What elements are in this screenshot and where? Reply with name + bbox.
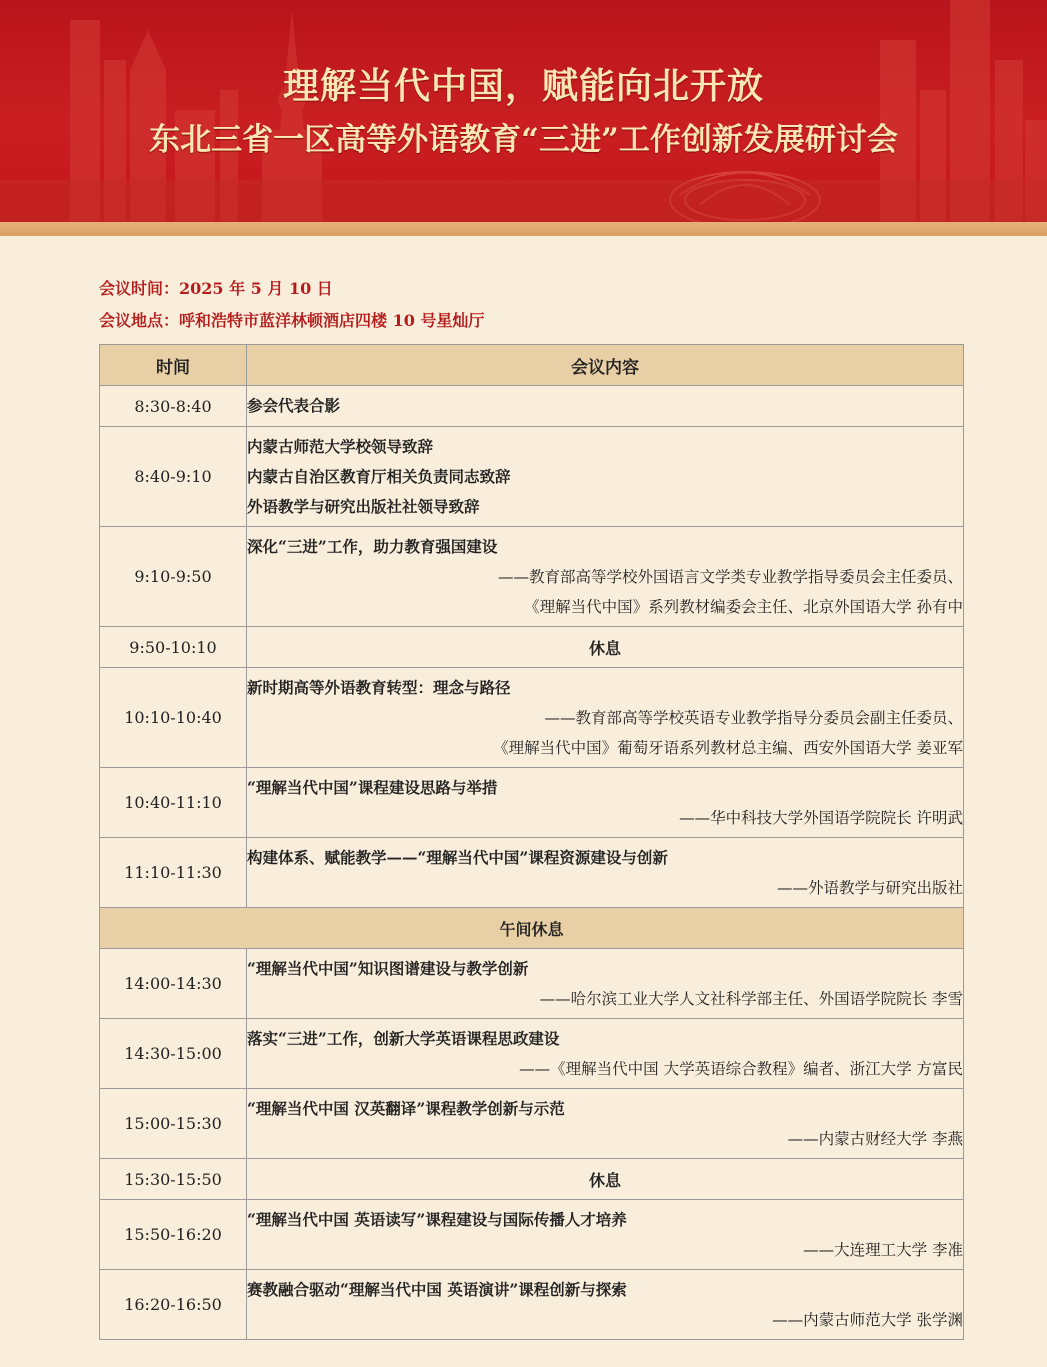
row-time: 16:20-16:50 <box>100 1270 247 1340</box>
row-time: 8:40-9:10 <box>100 427 247 527</box>
table-row <box>100 668 964 768</box>
table-row <box>100 627 964 668</box>
table-row <box>100 1019 964 1089</box>
row-time: 14:30-15:00 <box>100 1019 247 1089</box>
talk-title: 新时期高等外语教育转型：理念与路径 <box>247 677 511 697</box>
row-time: 15:00-15:30 <box>100 1089 247 1159</box>
city-skyline-illustration <box>0 0 1047 222</box>
break-label: 休息 <box>247 627 964 668</box>
row-content <box>247 768 964 838</box>
row-content <box>247 1200 964 1270</box>
table-row <box>100 1200 964 1270</box>
speaker-line: ——教育部高等学校外国语言文学类专业教学指导委员会主任委员、 <box>497 567 963 586</box>
session-item: 内蒙古师范大学校领导致辞 <box>247 436 434 456</box>
talk-title: 落实“三进”工作，创新大学英语课程思政建设 <box>247 1028 560 1048</box>
agenda-table <box>99 344 964 1340</box>
row-content <box>247 1270 964 1340</box>
speaker-line: ——大连理工大学 李准 <box>803 1240 963 1259</box>
speaker-line: 《理解当代中国》葡萄牙语系列教材总主编、西安外国语大学 姜亚军 <box>493 738 963 757</box>
session-item: 外语教学与研究出版社社领导致辞 <box>247 496 480 516</box>
row-time: 14:00-14:30 <box>100 949 247 1019</box>
speaker-line: 《理解当代中国》系列教材编委会主任、北京外国语大学 孙有中 <box>524 597 963 616</box>
meeting-time: 会议时间：2025 年 5 月 10 日 <box>99 279 333 298</box>
session-item: 参会代表合影 <box>247 396 341 415</box>
row-time: 9:10-9:50 <box>100 527 247 627</box>
row-time: 15:50-16:20 <box>100 1200 247 1270</box>
row-content <box>247 427 964 527</box>
table-row <box>100 768 964 838</box>
table-row <box>100 427 964 527</box>
lunch-break-label: 午间休息 <box>100 908 964 949</box>
row-content <box>247 1019 964 1089</box>
session-item: 内蒙古自治区教育厅相关负责同志致辞 <box>247 466 511 486</box>
table-row <box>100 1159 964 1200</box>
header-banner <box>0 0 1047 222</box>
table-row <box>100 838 964 908</box>
talk-title: “理解当代中国 英语读写”课程建设与国际传播人才培养 <box>247 1209 627 1229</box>
speaker-line: ——外语教学与研究出版社 <box>776 878 963 897</box>
meeting-place: 会议地点：呼和浩特市蓝洋林顿酒店四楼 10 号星灿厅 <box>99 311 485 330</box>
table-header-row <box>100 345 964 386</box>
column-header-time: 时间 <box>100 345 247 386</box>
speaker-line: ——教育部高等学校英语专业教学指导分委员会副主任委员、 <box>544 708 963 727</box>
talk-title: “理解当代中国”知识图谱建设与教学创新 <box>247 958 529 978</box>
table-row <box>100 1089 964 1159</box>
row-time: 9:50-10:10 <box>100 627 247 668</box>
row-content <box>247 527 964 627</box>
row-time: 10:10-10:40 <box>100 668 247 768</box>
talk-title: 赛教融合驱动“理解当代中国 英语演讲”课程创新与探索 <box>247 1279 627 1299</box>
page-title: 理解当代中国，赋能向北开放 <box>282 65 764 107</box>
table-row <box>100 1270 964 1340</box>
row-content <box>247 1089 964 1159</box>
talk-title: “理解当代中国”课程建设思路与举措 <box>247 777 498 797</box>
speaker-line: ——内蒙古财经大学 李燕 <box>787 1129 963 1148</box>
column-header-content: 会议内容 <box>247 345 964 386</box>
break-label: 休息 <box>247 1159 964 1200</box>
speaker-line: ——华中科技大学外国语学院院长 许明武 <box>679 808 963 827</box>
row-content <box>247 949 964 1019</box>
row-time: 11:10-11:30 <box>100 838 247 908</box>
row-content <box>247 386 964 427</box>
talk-title: “理解当代中国 汉英翻译”课程教学创新与示范 <box>247 1098 565 1118</box>
table-row <box>100 527 964 627</box>
row-time: 10:40-11:10 <box>100 768 247 838</box>
speaker-line: ——哈尔滨工业大学人文社科学部主任、外国语学院院长 李雪 <box>539 989 963 1008</box>
banner-divider <box>0 222 1047 236</box>
talk-title: 构建体系、赋能教学——“理解当代中国”课程资源建设与创新 <box>247 847 668 867</box>
speaker-line: ——《理解当代中国 大学英语综合教程》编者、浙江大学 方富民 <box>519 1059 963 1078</box>
page-subtitle: 东北三省一区高等外语教育“三进”工作创新发展研讨会 <box>149 122 898 158</box>
table-row <box>100 386 964 427</box>
row-content <box>247 668 964 768</box>
speaker-line: ——内蒙古师范大学 张学渊 <box>772 1310 963 1329</box>
lunch-break-row <box>100 908 964 949</box>
row-time: 15:30-15:50 <box>100 1159 247 1200</box>
row-content <box>247 838 964 908</box>
table-row <box>100 949 964 1019</box>
talk-title: 深化“三进”工作，助力教育强国建设 <box>247 536 498 556</box>
row-time: 8:30-8:40 <box>100 386 247 427</box>
